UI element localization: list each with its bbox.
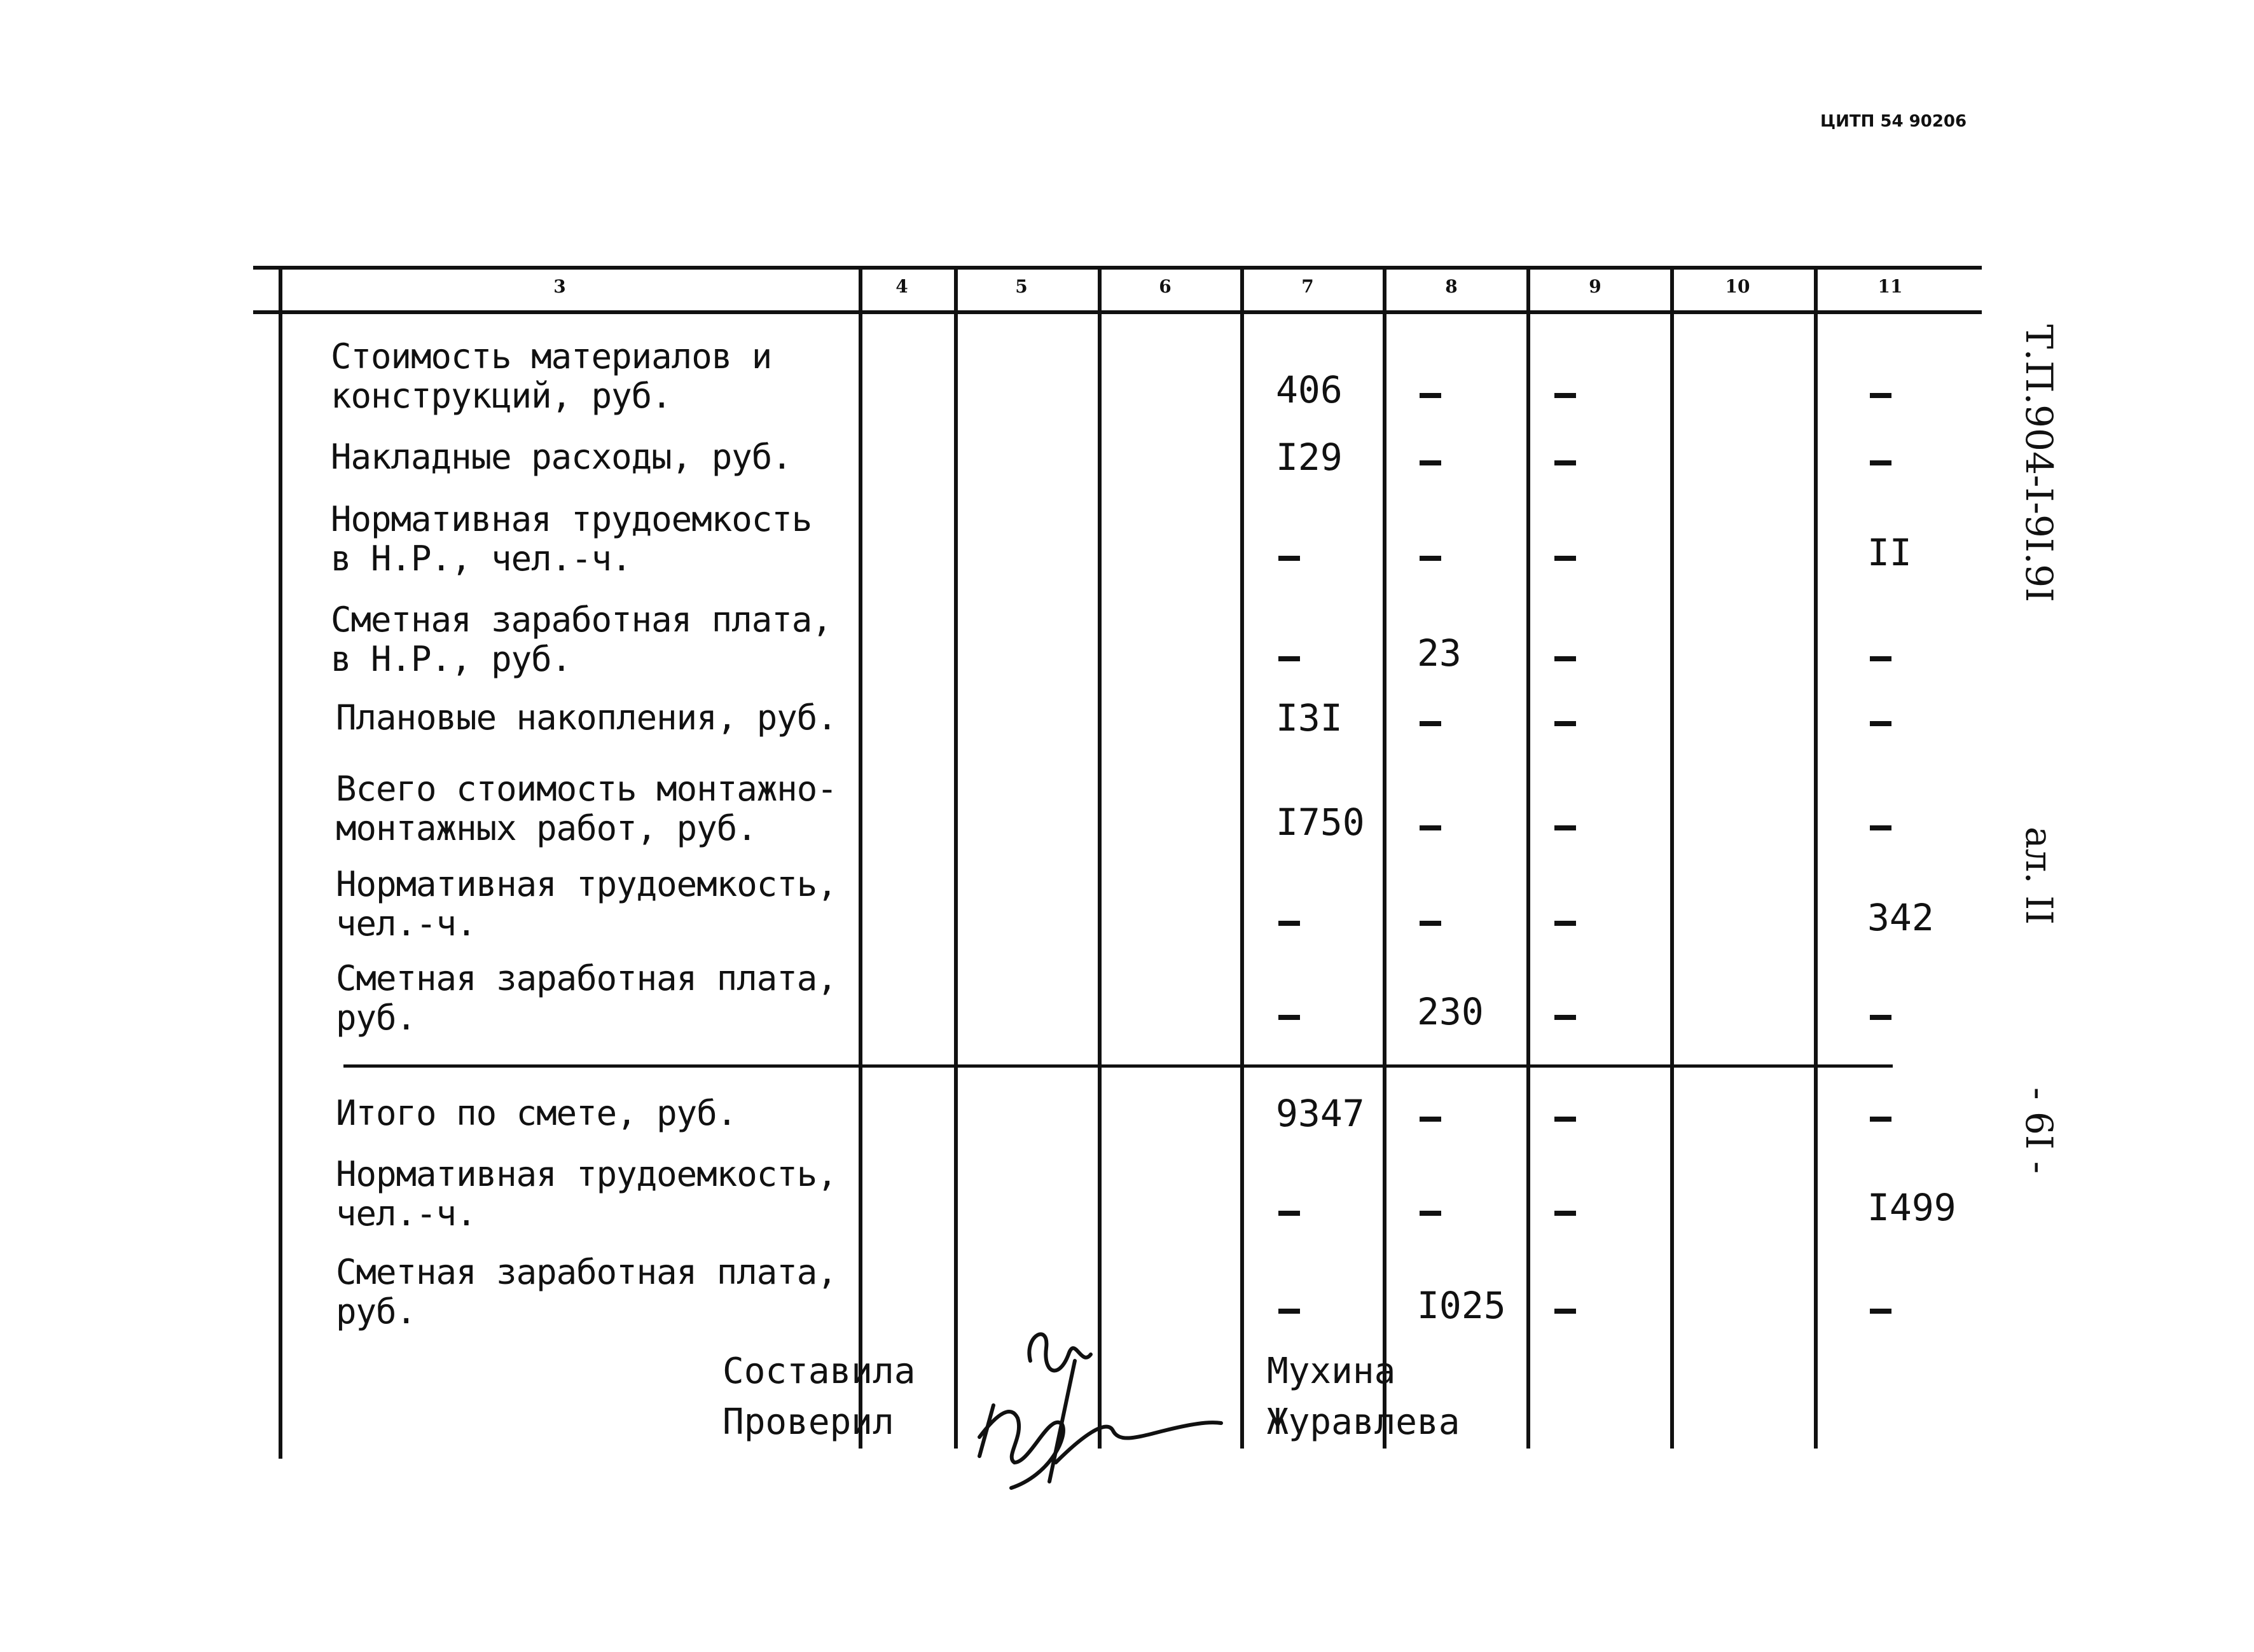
column-divider [1240, 266, 1244, 1449]
cell-dash-c11 [1870, 1117, 1891, 1122]
header-bottom-rule [253, 310, 1982, 314]
cell-dash-c8 [1420, 460, 1441, 465]
row-label: Накладные расходы, руб. [331, 437, 792, 477]
cell-value-c11: I499 [1867, 1186, 1956, 1229]
cell-value-c7: I29 [1276, 436, 1343, 479]
column-header-4: 4 [895, 276, 908, 297]
header-top-rule [253, 266, 1982, 270]
column-divider [1098, 266, 1102, 1449]
row-label: Нормативная трудоемкость в Н.Р., чел.-ч. [331, 499, 812, 579]
column-divider [1526, 266, 1530, 1449]
cell-value-c7: 406 [1276, 368, 1343, 411]
cell-dash-c11 [1870, 656, 1891, 661]
cell-dash-c9 [1554, 1015, 1576, 1020]
cell-dash-c8 [1420, 556, 1441, 561]
cell-dash-c11 [1870, 721, 1891, 726]
cell-dash-c7 [1278, 921, 1300, 926]
cell-dash-c8 [1420, 721, 1441, 726]
cell-dash-c9 [1554, 656, 1576, 661]
cell-value-c8: 23 [1417, 631, 1462, 675]
row-label: Итого по смете, руб. [336, 1093, 737, 1133]
totals-divider [343, 1064, 1893, 1068]
column-header-8: 8 [1445, 276, 1458, 297]
column-header-10: 10 [1725, 276, 1750, 297]
row-label: Сметная заработная плата, руб. [336, 958, 837, 1038]
compiled-by-name: Мухина [1267, 1351, 1396, 1392]
row-label: Нормативная трудоемкость, чел.-ч. [336, 864, 837, 944]
cell-dash-c11 [1870, 825, 1891, 830]
cell-dash-c8 [1420, 393, 1441, 398]
cell-dash-c7 [1278, 1015, 1300, 1020]
cell-dash-c9 [1554, 556, 1576, 561]
checked-by-label: Проверил [723, 1401, 894, 1443]
row-label: Сметная заработная плата, руб. [336, 1252, 837, 1332]
cell-dash-c11 [1870, 1309, 1891, 1314]
cell-value-c7: I750 [1276, 801, 1365, 844]
cell-dash-c9 [1554, 1211, 1576, 1216]
page-number: - 6I - [2017, 1087, 2061, 1174]
column-divider [279, 270, 282, 1459]
column-divider [1814, 266, 1818, 1449]
cell-value-c11: II [1867, 531, 1912, 574]
cell-dash-c11 [1870, 460, 1891, 465]
row-label: Плановые накопления, руб. [336, 698, 837, 738]
cell-value-c8: 230 [1417, 990, 1484, 1033]
column-header-6: 6 [1159, 276, 1172, 297]
row-label: Сметная заработная плата, в Н.Р., руб. [331, 600, 832, 679]
cell-dash-c11 [1870, 1015, 1891, 1020]
cell-dash-c7 [1278, 556, 1300, 561]
row-label: Всего стоимость монтажно- монтажных работ, руб. [336, 769, 837, 848]
column-divider [859, 266, 862, 1449]
document-reference: Т.П.904-I-9I.9I [2017, 324, 2061, 603]
column-header-11: 11 [1877, 276, 1903, 297]
cell-dash-c9 [1554, 1309, 1576, 1314]
cell-dash-c8 [1420, 1211, 1441, 1216]
album-reference: ал. II [2017, 827, 2061, 925]
cell-dash-c7 [1278, 1309, 1300, 1314]
handwritten-signatures [954, 1310, 1234, 1501]
cell-value-c7: I3I [1276, 696, 1343, 740]
checked-by-name: Журавлева [1267, 1401, 1460, 1443]
row-label: Стоимость материалов и конструкций, руб. [331, 336, 772, 416]
document-code: ЦИТП 54 90206 [1820, 112, 1967, 131]
column-header-5: 5 [1015, 276, 1028, 297]
cell-dash-c7 [1278, 1211, 1300, 1216]
column-divider [1670, 266, 1674, 1449]
cell-dash-c8 [1420, 825, 1441, 830]
column-divider [954, 266, 958, 1449]
cell-dash-c9 [1554, 721, 1576, 726]
cell-dash-c9 [1554, 393, 1576, 398]
cell-dash-c9 [1554, 460, 1576, 465]
column-divider [1383, 266, 1386, 1449]
cell-dash-c11 [1870, 393, 1891, 398]
cell-dash-c8 [1420, 921, 1441, 926]
cell-dash-c9 [1554, 825, 1576, 830]
compiled-by-label: Составила [723, 1351, 916, 1392]
cell-dash-c8 [1420, 1117, 1441, 1122]
column-header-7: 7 [1301, 276, 1314, 297]
row-label: Нормативная трудоемкость, чел.-ч. [336, 1154, 837, 1234]
cell-dash-c9 [1554, 921, 1576, 926]
column-header-9: 9 [1589, 276, 1601, 297]
cell-dash-c9 [1554, 1117, 1576, 1122]
cell-value-c11: 342 [1867, 896, 1934, 939]
column-header-3: 3 [553, 276, 566, 297]
cell-dash-c7 [1278, 656, 1300, 661]
cell-value-c7: 9347 [1276, 1092, 1365, 1135]
cell-value-c8: I025 [1417, 1284, 1506, 1327]
